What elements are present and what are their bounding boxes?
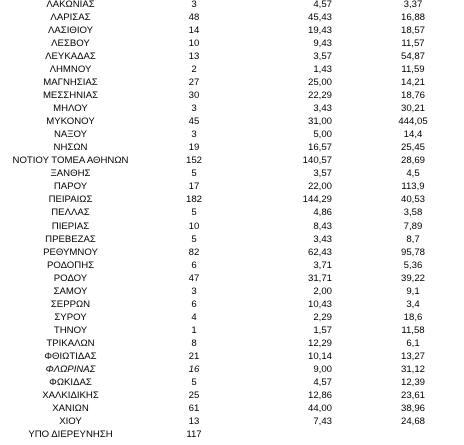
average-cell: 10,43: [307, 298, 332, 310]
incidence-cell: 28,69: [400, 155, 425, 167]
incidence-cell: 13,27: [400, 351, 425, 363]
region-name-cell: ΝΟΤΙΟΥ ΤΟΜΕΑ ΑΘΗΝΩΝ: [12, 155, 129, 167]
region-name-cell: ΛΑΣΙΘΙΟΥ: [47, 24, 94, 36]
table-row: [0, 50, 464, 63]
cases-cell: 1: [191, 325, 197, 336]
table-row: [0, 76, 464, 89]
cases-cell: 10: [188, 37, 200, 49]
incidence-cell: 40,53: [400, 194, 425, 206]
cases-cell: 6: [191, 259, 197, 271]
cases-cell: 152: [185, 155, 202, 167]
cases-cell: 5: [191, 377, 197, 389]
cases-cell: 48: [188, 11, 200, 23]
region-name-cell: ΜΗΛΟΥ: [53, 102, 88, 114]
cases-cell: 25: [188, 390, 200, 402]
average-cell: [262, 428, 332, 441]
region-name-cell: ΛΕΣΒΟΥ: [51, 37, 90, 49]
incidence-cell: 18,76: [400, 89, 425, 101]
incidence-cell: 3,4: [406, 298, 420, 310]
incidence-cell: 38,96: [400, 403, 425, 415]
table-row: [0, 428, 464, 441]
cases-cell: 21: [188, 351, 200, 363]
region-name-cell: ΤΡΙΚΑΛΩΝ: [46, 338, 95, 350]
table-row: [0, 298, 464, 311]
incidence-cell: 4,5: [406, 168, 420, 180]
cases-cell: 14: [188, 24, 200, 36]
cases-cell: 10: [188, 220, 200, 232]
table-row: [0, 63, 464, 76]
average-cell: 7,43: [313, 416, 332, 428]
region-name-cell: ΠΕΛΛΑΣ: [51, 207, 90, 219]
average-cell: 3,57: [313, 50, 332, 62]
incidence-cell: 18,57: [400, 24, 425, 36]
cases-cell: 61: [188, 403, 200, 415]
region-name-cell: ΣΕΡΡΩΝ: [50, 298, 91, 310]
incidence-cell: 11,59: [401, 63, 425, 75]
cases-cell: 47: [188, 272, 200, 284]
cases-cell: 13: [188, 50, 200, 62]
table-row: [0, 167, 464, 180]
region-name-cell: ΧΙΟΥ: [59, 416, 82, 428]
cases-cell: 6: [191, 298, 197, 310]
region-name-cell: ΣΑΜΟΥ: [53, 285, 88, 297]
cases-cell: 27: [188, 76, 200, 88]
average-cell: 3,57: [313, 168, 332, 180]
incidence-cell: 24,68: [400, 416, 425, 428]
cases-cell: 19: [188, 142, 200, 154]
region-name-cell: ΝΑΞΟΥ: [53, 129, 88, 141]
average-cell: 22,29: [307, 89, 332, 101]
table-row: [0, 363, 464, 376]
incidence-cell: 16,88: [400, 11, 425, 23]
average-cell: 1,43: [313, 63, 332, 75]
average-cell: 31,00: [307, 116, 332, 128]
average-cell: 3,71: [313, 259, 332, 271]
table-row: [0, 128, 464, 141]
table-row: [0, 206, 464, 219]
average-cell: 10,14: [307, 351, 332, 363]
average-cell: 2,00: [313, 285, 332, 297]
incidence-cell: 444,05: [398, 116, 428, 128]
region-name-cell: ΠΕΙΡΑΙΩΣ: [48, 194, 93, 206]
average-cell: 144,29: [302, 194, 332, 206]
incidence-cell: 11,57: [401, 37, 425, 49]
cases-cell: 45: [188, 116, 200, 128]
cases-cell: 5: [191, 168, 197, 180]
average-cell: 4,86: [313, 207, 332, 219]
table-row: [0, 389, 464, 402]
table-row: [0, 115, 464, 128]
cases-cell: 30: [188, 89, 200, 101]
table-row: [0, 154, 464, 167]
incidence-cell: 14,21: [400, 76, 425, 88]
average-cell: 4,57: [313, 377, 332, 389]
incidence-cell: 23,61: [400, 390, 425, 402]
incidence-cell: 95,78: [400, 246, 425, 258]
table-row: [0, 324, 464, 337]
cases-cell: 17: [188, 181, 200, 193]
table-row: [0, 233, 464, 246]
average-cell: 16,57: [307, 142, 332, 154]
average-cell: 44,00: [307, 403, 332, 415]
incidence-cell: 14,4: [403, 129, 423, 141]
region-name-cell: ΜΥΚΟΝΟΥ: [46, 116, 95, 128]
region-name-cell: ΛΑΚΩΝΙΑΣ: [46, 0, 95, 10]
region-name-cell: ΠΑΡΟΥ: [53, 181, 88, 193]
cases-cell: 3: [191, 285, 197, 297]
table-row: [0, 272, 464, 285]
region-name-cell: ΦΩΚΙΔΑΣ: [49, 377, 92, 389]
region-name-cell: ΞΑΝΘΗΣ: [50, 168, 91, 180]
cases-cell: 82: [188, 246, 200, 258]
table-row: [0, 180, 464, 193]
region-name-cell: ΡΟΔΟΥ: [53, 272, 88, 284]
incidence-cell: 113,9: [401, 181, 425, 193]
average-cell: 1,57: [313, 325, 332, 336]
cases-cell: 3: [191, 102, 197, 114]
cases-cell: 4: [191, 311, 197, 323]
average-cell: 5,00: [313, 129, 332, 141]
table-row: [0, 285, 464, 298]
incidence-cell: 9,1: [406, 285, 420, 297]
average-cell: 12,29: [307, 338, 332, 350]
table-row: [0, 220, 464, 233]
incidence-cell: 31,12: [400, 364, 425, 376]
average-cell: 19,43: [307, 24, 332, 36]
incidence-cell: 5,36: [403, 259, 423, 271]
table-row: [0, 259, 464, 272]
average-cell: 8,43: [313, 220, 332, 232]
region-name-cell: ΤΗΝΟΥ: [53, 325, 88, 336]
table-row: [0, 402, 464, 415]
incidence-cell: 25,45: [400, 142, 425, 154]
cases-cell: 5: [191, 233, 197, 245]
cases-cell: 182: [185, 194, 202, 206]
incidence-cell: 3,37: [403, 0, 423, 10]
incidence-cell: 7,89: [403, 220, 423, 232]
table-row: [0, 89, 464, 102]
incidence-cell: 18,6: [403, 311, 423, 323]
region-name-cell: ΧΑΝΙΩΝ: [52, 403, 89, 415]
region-name-cell: ΠΡΕΒΕΖΑΣ: [45, 233, 96, 245]
table-row: [0, 350, 464, 363]
region-name-cell: ΥΠΟ ΔΙΕΡΕΥΝΗΣΗ: [28, 429, 113, 441]
table-row: [0, 0, 464, 11]
cases-cell: 3: [191, 129, 197, 141]
table-row: [0, 102, 464, 115]
cases-cell: 2: [191, 63, 197, 75]
average-cell: 9,43: [313, 37, 332, 49]
average-cell: 12,86: [307, 390, 332, 402]
table-row: [0, 24, 464, 37]
average-cell: 4,57: [313, 0, 332, 10]
table-row: [0, 11, 464, 24]
incidence-cell: 6,1: [406, 338, 420, 350]
region-name-cell: ΦΘΙΩΤΙΔΑΣ: [44, 351, 97, 363]
table-row: [0, 415, 464, 428]
table-row: [0, 193, 464, 206]
cases-cell: 13: [188, 416, 200, 428]
incidence-cell: [378, 428, 448, 441]
average-cell: 31,71: [307, 272, 332, 284]
region-name-cell: ΛΕΥΚΑΔΑΣ: [45, 50, 96, 62]
region-name-cell: ΡΟΔΟΠΗΣ: [46, 259, 95, 271]
cases-cell: 8: [191, 338, 197, 350]
table-row: [0, 37, 464, 50]
region-name-cell: ΦΛΩΡΙΝΑΣ: [45, 364, 96, 376]
table-row: [0, 376, 464, 389]
average-cell: 3,43: [313, 233, 332, 245]
incidence-cell: 12,39: [400, 377, 425, 389]
average-cell: 9,00: [313, 364, 332, 376]
region-name-cell: ΜΕΣΣΗΝΙΑΣ: [42, 89, 99, 101]
incidence-cell: 11,58: [401, 325, 425, 336]
region-name-cell: ΡΕΘΥΜΝΟΥ: [43, 246, 98, 258]
incidence-cell: 8,7: [406, 233, 420, 245]
cases-cell: 117: [186, 429, 202, 441]
average-cell: 2,29: [313, 311, 332, 323]
region-name-cell: ΠΙΕΡΙΑΣ: [51, 220, 90, 232]
average-cell: 45,43: [307, 11, 332, 23]
incidence-cell: 39,22: [400, 272, 425, 284]
region-name-cell: ΜΑΓΝΗΣΙΑΣ: [43, 76, 98, 88]
cases-cell: 16: [188, 364, 200, 376]
table-row: [0, 246, 464, 259]
incidence-cell: 3,58: [403, 207, 423, 219]
average-cell: 3,43: [313, 102, 332, 114]
cases-cell: 3: [191, 0, 197, 10]
incidence-cell: 54,87: [400, 50, 425, 62]
table-row: [0, 141, 464, 154]
region-name-cell: ΣΥΡΟΥ: [54, 311, 87, 323]
table-row: [0, 337, 464, 350]
table-row: [0, 311, 464, 324]
average-cell: 25,00: [307, 76, 332, 88]
average-cell: 22,00: [307, 181, 332, 193]
average-cell: 140,57: [302, 155, 332, 167]
region-name-cell: ΛΗΜΝΟΥ: [49, 63, 92, 75]
cases-cell: 5: [191, 207, 197, 219]
region-name-cell: ΧΑΛΚΙΔΙΚΗΣ: [42, 390, 99, 402]
region-name-cell: ΝΗΣΩΝ: [53, 142, 88, 154]
average-cell: 62,43: [307, 246, 332, 258]
region-name-cell: ΛΑΡΙΣΑΣ: [50, 11, 91, 23]
incidence-cell: 30,21: [400, 102, 425, 114]
